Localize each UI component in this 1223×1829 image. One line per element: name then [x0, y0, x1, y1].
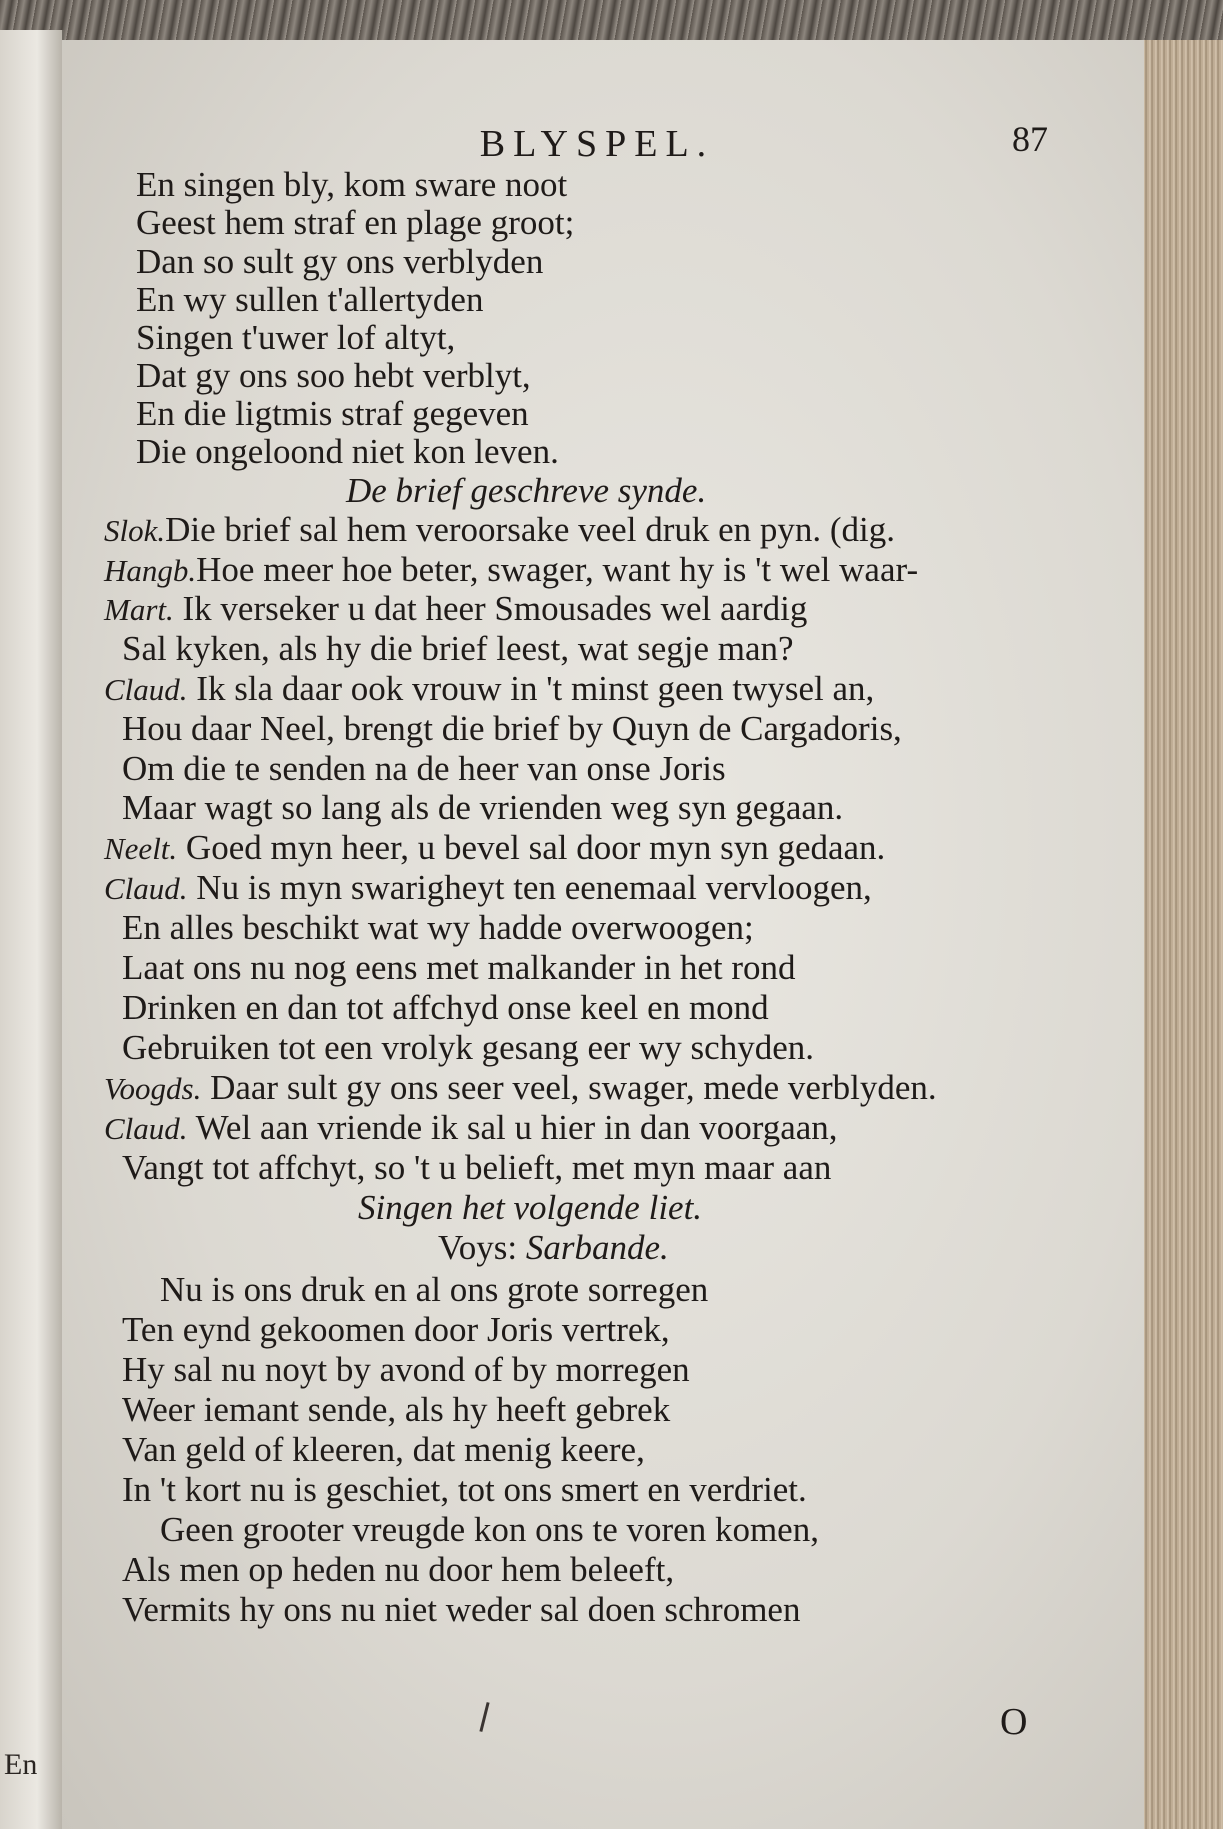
left-page-edge: [0, 30, 64, 1829]
dialogue-line: [122, 910, 754, 945]
song-two-line: Geen grooter vreugde kon ons te voren komen,: [160, 1510, 819, 1549]
dialogue-line: [122, 790, 843, 825]
song-one-line: Singen t'uwer lof altyt,: [136, 318, 456, 357]
ink-mark: [479, 1702, 489, 1732]
song-one-line: Geest hem straf en plage groot;: [136, 203, 575, 242]
dialogue-text: Nu is myn swarigheyt ten eenemaal vervloogen,: [196, 868, 872, 907]
song-two-line: Nu is ons druk en al ons grote sorregen: [160, 1270, 709, 1309]
tune-label: Voys:: [438, 1228, 518, 1267]
song-one-line: En wy sullen t'allertyden: [136, 280, 484, 319]
song-two-line: Hy sal nu noyt by avond of by morregen: [122, 1350, 690, 1389]
dialogue-line: [122, 990, 769, 1025]
speaker-name: Claud.: [104, 1111, 188, 1146]
dialogue-text: Maar wagt so lang als de vrienden weg syn gegaan.: [122, 788, 844, 827]
dialogue-line: [122, 631, 794, 666]
song-one-line: Dat gy ons soo hebt verblyt,: [136, 356, 531, 395]
dialogue-text: Goed myn heer, u bevel sal door myn syn gedaan.: [185, 828, 886, 867]
speaker-name: Slok.: [104, 513, 166, 548]
dialogue-line: [104, 870, 872, 905]
dialogue-text: Ik verseker u dat heer Smousades wel aardig: [182, 589, 808, 628]
speaker-name: Neelt.: [104, 831, 178, 866]
song-one-line: En singen bly, kom sware noot: [136, 165, 568, 204]
speaker-name: Claud.: [104, 871, 188, 906]
signature-mark: O: [1000, 1701, 1028, 1743]
dialogue-line: [104, 512, 895, 547]
dialogue-line: [122, 751, 726, 786]
song-two-line: Ten eynd gekoomen door Joris vertrek,: [122, 1310, 670, 1349]
dialogue-text: Vangt tot affchyt, so 't u belieft, met myn maar aan: [122, 1148, 832, 1187]
dialogue-text: Drinken en dan tot affchyd onse keel en mond: [122, 988, 769, 1027]
dialogue-line: [104, 1110, 838, 1145]
dialogue-text: Die brief sal hem veroorsake veel druk en pyn. (dig.: [165, 510, 896, 549]
song-two-line: Weer iemant sende, als hy heeft gebrek: [122, 1390, 671, 1429]
song-one-line: Dan so sult gy ons verblyden: [136, 242, 544, 281]
left-page-catchword: En: [4, 1748, 38, 1781]
speaker-name: Claud.: [104, 672, 188, 707]
dialogue-text: Laat ons nu nog eens met malkander in het rond: [122, 948, 796, 987]
song-two-line: Als men op heden nu door hem beleeft,: [122, 1550, 675, 1589]
dialogue-line: [104, 830, 885, 865]
song-two-line: Van geld of kleeren, dat menig keere,: [122, 1430, 645, 1469]
dialogue-text: Hou daar Neel, brengt die brief by Quyn de Cargadoris,: [122, 709, 902, 748]
dialogue-line: [104, 671, 874, 706]
page-number: 87: [1012, 119, 1048, 159]
song-one-line: Die ongeloond niet kon leven.: [136, 432, 559, 471]
speaker-name: Voogds.: [104, 1071, 202, 1106]
dialogue-line: [122, 711, 902, 746]
dialogue-text: Om die te senden na de heer van onse Joris: [122, 749, 726, 788]
tune-name: Sarbande.: [525, 1228, 669, 1267]
dialogue-text: Ik sla daar ook vrouw in 't minst geen twysel an,: [196, 669, 875, 708]
speaker-name: Mart.: [104, 592, 174, 627]
stage-direction: Singen het volgende liet.: [358, 1188, 703, 1227]
song-two-line: Vermits hy ons nu niet weder sal doen schromen: [122, 1590, 801, 1629]
dialogue-text: Hoe meer hoe beter, swager, want hy is 't wel waar-: [196, 550, 919, 589]
running-title: BLYSPEL.: [479, 123, 715, 165]
dialogue-text: Gebruiken tot een vrolyk gesang eer wy schyden.: [122, 1028, 815, 1067]
dialogue-text: En alles beschikt wat wy hadde overwoogen;: [122, 908, 754, 947]
stage-direction: De brief geschreve synde.: [346, 471, 707, 510]
tune-line: [438, 1230, 669, 1265]
song-one-line: En die ligtmis straf gegeven: [136, 394, 529, 433]
dialogue-text: Daar sult gy ons seer veel, swager, mede verblyden.: [210, 1068, 937, 1107]
dialogue-line: [122, 1030, 814, 1065]
speaker-name: Hangb.: [104, 553, 197, 588]
dialogue-text: Wel aan vriende ik sal u hier in dan voorgaan,: [195, 1108, 838, 1147]
dialogue-line: [104, 552, 918, 587]
book-page: [62, 40, 1144, 1829]
dialogue-line: [122, 1150, 831, 1185]
dialogue-line: [104, 591, 807, 626]
dialogue-line: [104, 1070, 937, 1105]
song-two-line: In 't kort nu is geschiet, tot ons smert en verdriet.: [122, 1470, 807, 1509]
dialogue-line: [122, 950, 796, 985]
dialogue-text: Sal kyken, als hy die brief leest, wat segje man?: [122, 629, 794, 668]
